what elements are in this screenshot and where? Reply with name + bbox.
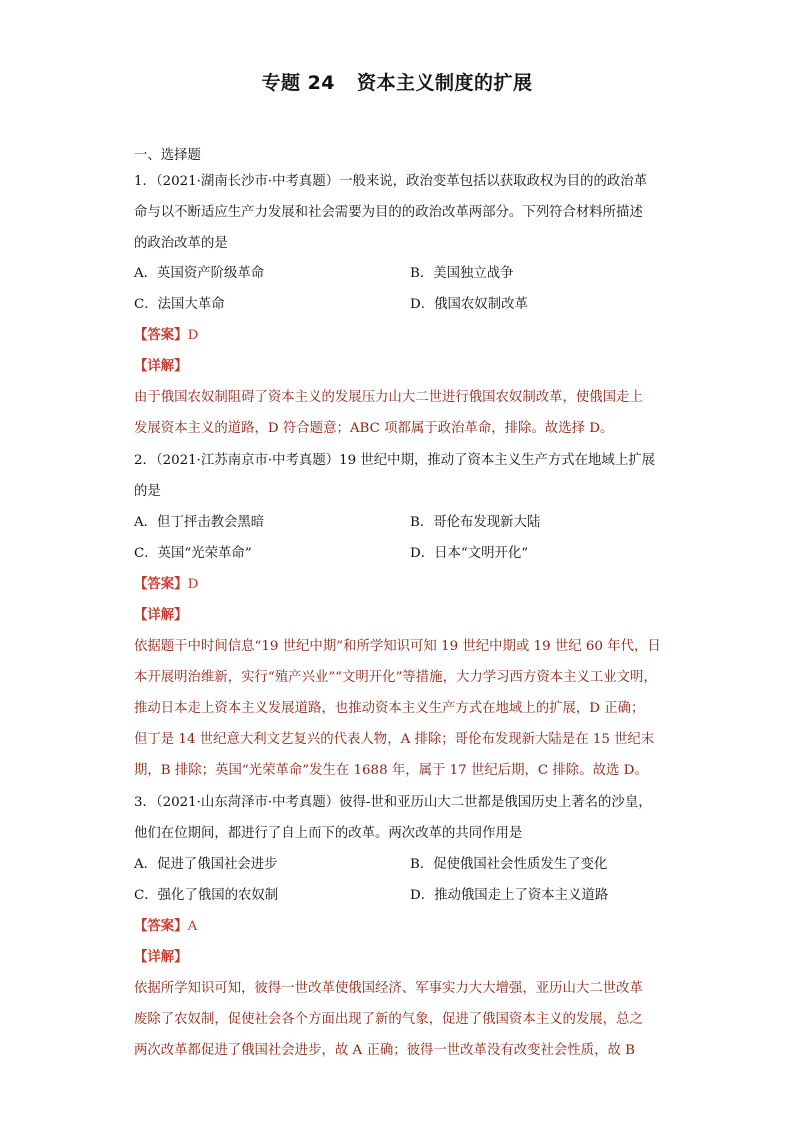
q3-answer-value: A <box>187 919 198 934</box>
q1-explanation-line-2: 发展资本主义的道路，D 符合题意；ABC 项都属于政治革命，排除。故选择 D。 <box>134 421 614 436</box>
q3-options-row-2 <box>134 886 664 906</box>
q2-option-d: D．日本“文明开化” <box>410 546 529 561</box>
q2-stem-line-1: 2．（2021·江苏南京市·中考真题）19 世纪中期，推动了资本主义生产方式在地域上扩展 <box>134 453 655 468</box>
q1-options-row-1 <box>134 264 664 284</box>
q3-explanation-line-3: 两次改革都促进了俄国社会进步，故 A 正确；彼得一世改革没有改变社会性质，故 B <box>134 1043 635 1058</box>
q3-options-row-1 <box>134 855 664 875</box>
q2-explanation-line-4: 但丁是 14 世纪意大利文艺复兴的代表人物，A 排除；哥伦布发现新大陆是在 15 世纪末 <box>134 732 655 747</box>
q2-explanation-line-1: 依据题干中时间信息“19 世纪中期”和所学知识可知 19 世纪中期或 19 世纪 60 年代，日 <box>134 639 661 654</box>
page-title <box>0 68 794 95</box>
q1-answer-label: 【答案】 <box>134 328 188 343</box>
title-topic-number: 专题 24 <box>261 72 336 94</box>
q3-explanation-line-1: 依据所学知识可知，彼得一世改革使俄国经济、军事实力大大增强，亚历山大二世改革 <box>134 981 643 996</box>
q1-detail-tag: 【详解】 <box>134 359 188 374</box>
q2-option-c: C．英国“光荣革命” <box>134 546 252 561</box>
q1-stem-line-3: 的政治改革的是 <box>134 236 228 251</box>
q3-option-c: C．强化了俄国的农奴制 <box>134 888 279 903</box>
q1-stem-line-2: 命与以不断适应生产力发展和社会需要为目的的政治改革两部分。下列符合材料所描述 <box>134 205 643 220</box>
q2-option-b: B．哥伦布发现新大陆 <box>410 515 541 530</box>
q2-options-row-1 <box>134 513 664 533</box>
q2-detail-tag: 【详解】 <box>134 608 188 623</box>
q1-answer-value: D <box>187 328 199 343</box>
section-heading: 一、选择题 <box>134 148 201 163</box>
q3-stem-line-2: 他们在位期间，都进行了自上而下的改革。两次改革的共同作用是 <box>134 826 523 841</box>
q2-option-a: A．但丁抨击教会黑暗 <box>134 515 265 530</box>
q2-explanation-line-3: 推动日本走上资本主义发展道路，也推动资本主义生产方式在地域上的扩展，D 正确； <box>134 701 645 716</box>
q1-option-d: D．俄国农奴制改革 <box>410 297 528 312</box>
q1-option-c: C．法国大革命 <box>134 297 225 312</box>
q3-option-a: A．促进了俄国社会进步 <box>134 857 278 872</box>
q1-stem-line-1: 1．（2021·湖南长沙市·中考真题）一般来说，政治变革包括以获取政权为目的的政治革 <box>134 174 648 189</box>
q1-option-a: A．英国资产阶级革命 <box>134 266 265 281</box>
q2-answer <box>134 575 664 595</box>
q1-option-b: B．美国独立战争 <box>410 266 514 281</box>
q2-explanation-line-2: 本开展明治维新，实行“殖产兴业”“文明开化”等措施，大力学习西方资本主义工业文明， <box>134 670 657 685</box>
q3-detail-label <box>134 948 664 968</box>
q3-answer-label: 【答案】 <box>134 919 188 934</box>
q2-detail-label <box>134 606 664 626</box>
q2-stem-line-2: 的是 <box>134 484 161 499</box>
q3-detail-tag: 【详解】 <box>134 950 188 965</box>
q3-explanation-line-2: 废除了农奴制，促使社会各个方面出现了新的气象，促进了俄国资本主义的发展，总之 <box>134 1012 643 1027</box>
q2-answer-value: D <box>187 577 199 592</box>
q2-explanation-line-5: 期，B 排除；英国“光荣革命”发生在 1688 年，属于 17 世纪后期，C 排除。故选 D。 <box>134 763 648 778</box>
q1-detail-label <box>134 357 664 377</box>
q2-answer-label: 【答案】 <box>134 577 188 592</box>
q3-answer <box>134 917 664 937</box>
q3-option-d: D．推动俄国走上了资本主义道路 <box>410 888 609 903</box>
title-topic-name: 资本主义制度的扩展 <box>357 72 533 94</box>
q1-answer <box>134 326 664 346</box>
q3-option-b: B．促使俄国社会性质发生了变化 <box>410 857 608 872</box>
q1-options-row-2 <box>134 295 664 315</box>
q1-explanation-line-1: 由于俄国农奴制阻碍了资本主义的发展压力山大二世进行俄国农奴制改革，使俄国走上 <box>134 390 643 405</box>
q3-stem-line-1: 3．（2021·山东菏泽市·中考真题）彼得-世和亚历山大二世都是俄国历史上著名的沙皇， <box>134 795 652 810</box>
q2-options-row-2 <box>134 544 664 564</box>
